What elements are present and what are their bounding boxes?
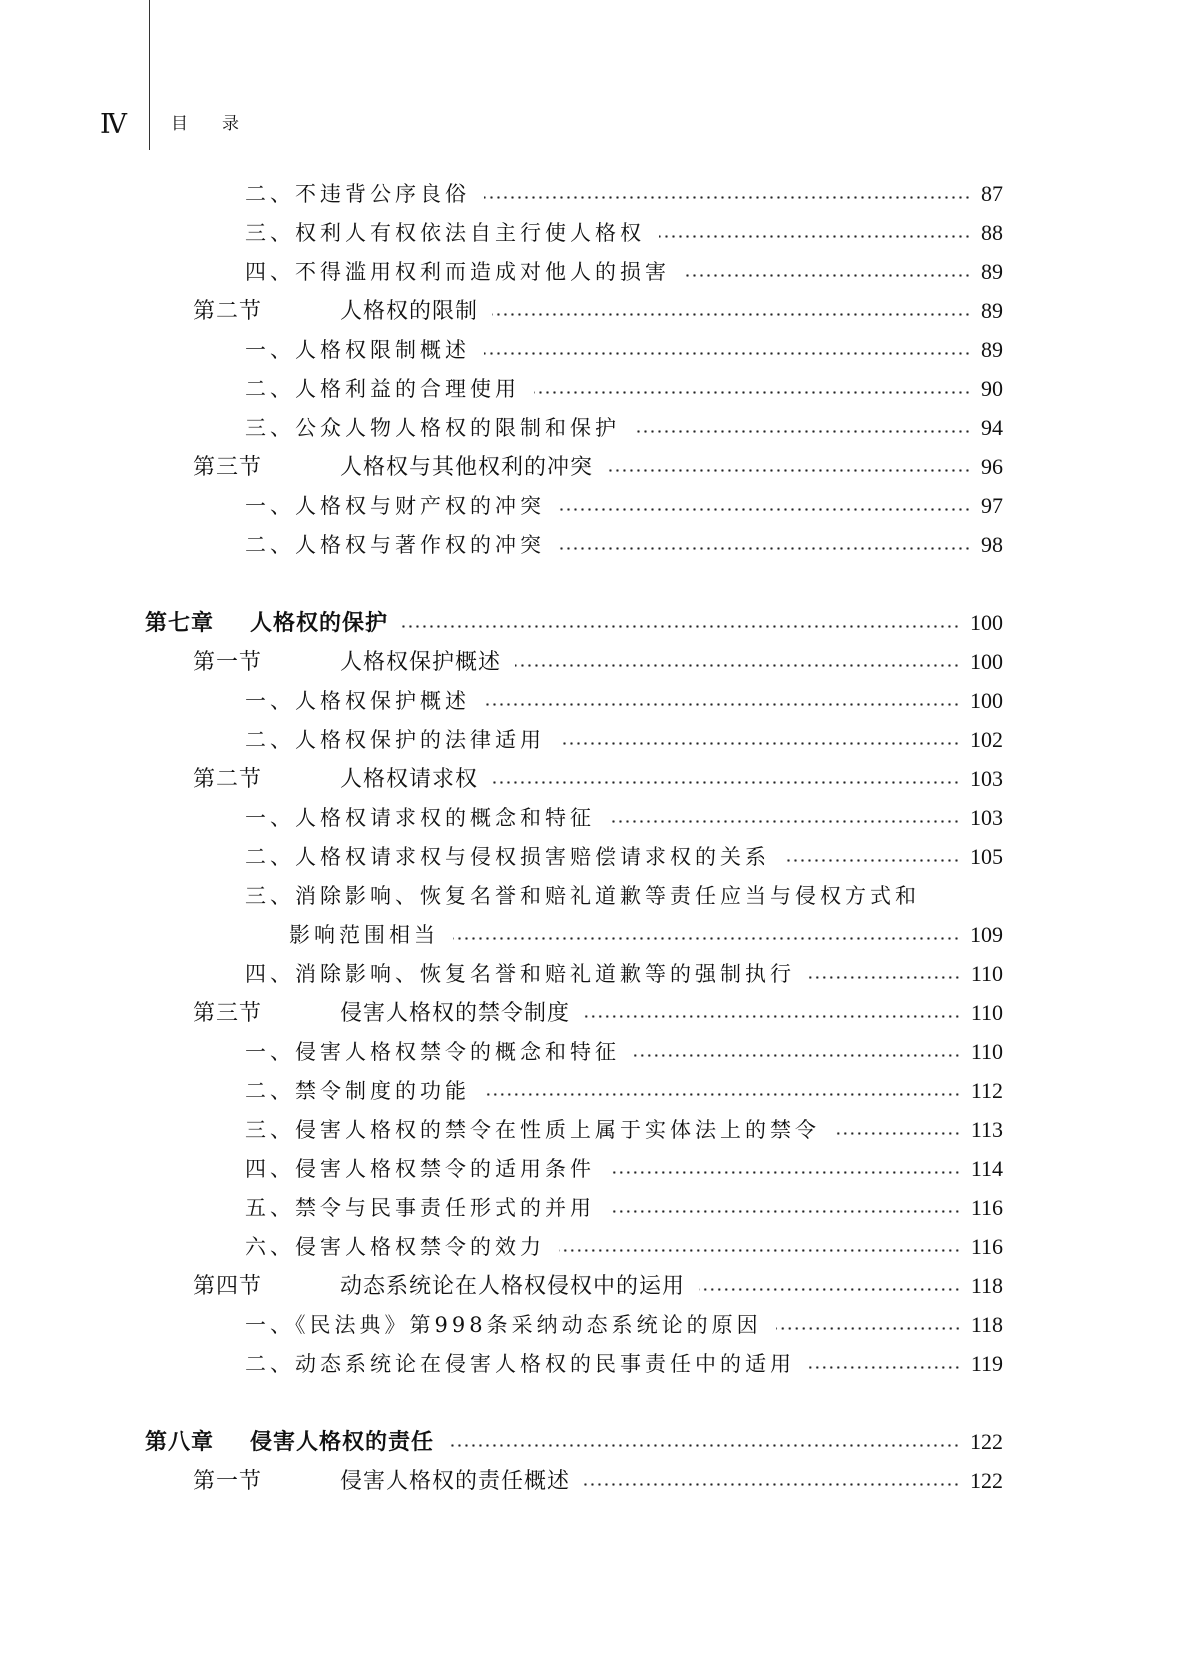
toc-entry[interactable] <box>245 1229 1003 1265</box>
running-title: 目录 <box>171 114 273 134</box>
toc-entry-title: 一、《民法典》第998条采纳动态系统论的原因 <box>245 1313 762 1337</box>
toc-entry-page: 114 <box>970 1156 1003 1181</box>
toc-entry[interactable] <box>245 1190 1003 1226</box>
toc-entry-title: 动态系统论在人格权侵权中的运用 <box>340 1274 686 1299</box>
leader-dots <box>484 352 971 355</box>
toc-entry[interactable] <box>245 254 1003 290</box>
leader-dots <box>809 1366 961 1369</box>
toc-entry-page: 97 <box>981 493 1003 518</box>
toc-entry-title: 一、人格权请求权的概念和特征 <box>245 806 595 830</box>
page-number: Ⅳ <box>100 109 126 139</box>
leader-dots <box>559 547 971 550</box>
toc-entry-title: 人格权与其他权利的冲突 <box>340 455 594 480</box>
toc-entry-page: 110 <box>970 1000 1003 1025</box>
toc-chapter-label: 第七章 <box>145 610 215 636</box>
leader-dots <box>609 820 960 823</box>
toc-entry-title: 人格权保护概述 <box>340 650 502 675</box>
leader-dots <box>584 1483 960 1486</box>
toc-entry-title: 二、不违背公序良俗 <box>245 182 470 206</box>
toc-entry-page: 89 <box>981 259 1003 284</box>
toc-entry-page: 113 <box>970 1117 1003 1142</box>
toc-entry-title: 三、公众人物人格权的限制和保护 <box>245 416 620 440</box>
toc-section-label: 第二节 <box>193 299 263 324</box>
toc-entry-page: 98 <box>981 532 1003 557</box>
toc-entry[interactable] <box>245 488 1003 524</box>
toc-entry-page: 122 <box>970 1429 1003 1454</box>
toc-entry[interactable] <box>245 1034 1003 1070</box>
leader-dots <box>834 1132 961 1135</box>
toc-entry-page: 94 <box>981 415 1003 440</box>
toc-entry-page: 96 <box>981 454 1003 479</box>
toc-entry-page: 90 <box>981 376 1003 401</box>
toc-entry[interactable] <box>245 1346 1003 1382</box>
leader-dots <box>609 1171 961 1174</box>
toc-section-entry[interactable] <box>193 1463 1003 1499</box>
header-rule <box>149 0 150 150</box>
toc-chapter-entry[interactable] <box>145 605 1003 641</box>
toc-entry[interactable] <box>245 800 1003 836</box>
leader-dots <box>776 1327 961 1330</box>
toc-entry-title: 人格权的限制 <box>340 299 479 324</box>
toc-entry-page: 102 <box>970 727 1003 752</box>
leader-dots <box>607 469 971 472</box>
toc-entry-page: 112 <box>970 1078 1003 1103</box>
toc-entry-page: 100 <box>970 649 1003 674</box>
toc-entry-title: 人格权请求权 <box>340 767 479 792</box>
toc-entry-page: 122 <box>970 1468 1003 1493</box>
toc-chapter-entry[interactable] <box>145 1424 1003 1460</box>
toc-entry[interactable] <box>245 332 1003 368</box>
toc-chapter-label: 第八章 <box>145 1429 215 1455</box>
toc-entry-title: 影响范围相当 <box>289 923 439 947</box>
leader-dots <box>448 1444 960 1447</box>
toc-entry-title: 一、人格权限制概述 <box>245 338 470 362</box>
toc-entry[interactable] <box>245 527 1003 563</box>
leader-dots <box>809 976 961 979</box>
toc-section-entry[interactable] <box>193 293 1003 329</box>
toc-entry-title: 四、不得滥用权利而造成对他人的损害 <box>245 260 670 284</box>
leader-dots <box>559 1249 961 1252</box>
toc-entry[interactable] <box>245 215 1003 251</box>
toc-section-entry[interactable] <box>193 761 1003 797</box>
leader-dots <box>492 781 960 784</box>
toc-entry[interactable] <box>245 1112 1003 1148</box>
toc-entry-title: 六、侵害人格权禁令的效力 <box>245 1235 545 1259</box>
leader-dots <box>453 937 960 940</box>
toc-entry[interactable] <box>245 410 1003 446</box>
toc-entry-title: 三、侵害人格权的禁令在性质上属于实体法上的禁令 <box>245 1118 820 1142</box>
toc-entry[interactable] <box>245 839 1003 875</box>
toc-entry-page: 100 <box>970 688 1003 713</box>
leader-dots <box>484 196 971 199</box>
leader-dots <box>659 235 971 238</box>
toc-entry[interactable] <box>245 878 1003 914</box>
toc-entry-title: 人格权的保护 <box>250 610 389 636</box>
toc-entry-page: 87 <box>981 181 1003 206</box>
leader-dots <box>584 1015 961 1018</box>
toc-entry-title: 二、禁令制度的功能 <box>245 1079 470 1103</box>
toc-section-entry[interactable] <box>193 449 1003 485</box>
leader-dots <box>634 1054 961 1057</box>
toc-section-entry[interactable] <box>193 644 1003 680</box>
toc-entry[interactable] <box>245 1073 1003 1109</box>
toc-entry-page: 119 <box>970 1351 1003 1376</box>
toc-entry-page: 110 <box>970 1039 1003 1064</box>
leader-dots <box>699 1288 961 1291</box>
leader-dots <box>484 1093 961 1096</box>
toc-entry[interactable] <box>245 722 1003 758</box>
toc-entry-page: 109 <box>970 922 1003 947</box>
toc-entry-title: 一、人格权保护概述 <box>245 689 470 713</box>
leader-dots <box>559 742 960 745</box>
toc-entry-page: 116 <box>970 1234 1003 1259</box>
toc-entry[interactable] <box>245 1151 1003 1187</box>
toc-section-label: 第三节 <box>193 1001 263 1026</box>
leader-dots <box>534 391 971 394</box>
toc-section-label: 第一节 <box>193 1469 263 1494</box>
toc-entry-title: 三、权利人有权依法自主行使人格权 <box>245 221 645 245</box>
toc-entry-title: 二、动态系统论在侵害人格权的民事责任中的适用 <box>245 1352 795 1376</box>
toc-entry-page: 88 <box>981 220 1003 245</box>
leader-dots <box>484 703 960 706</box>
toc-section-entry[interactable] <box>193 1268 1003 1304</box>
toc-entry-title: 一、侵害人格权禁令的概念和特征 <box>245 1040 620 1064</box>
toc-entry-title: 二、人格权与著作权的冲突 <box>245 533 545 557</box>
toc-entry[interactable] <box>245 956 1003 992</box>
toc-entry-title: 三、消除影响、恢复名誉和赔礼道歉等责任应当与侵权方式和 <box>245 884 920 908</box>
toc-entry-title: 五、禁令与民事责任形式的并用 <box>245 1196 595 1220</box>
toc-entry-page: 118 <box>970 1312 1003 1337</box>
toc-entry-title: 二、人格权保护的法律适用 <box>245 728 545 752</box>
toc-entry-title: 四、消除影响、恢复名誉和赔礼道歉等的强制执行 <box>245 962 795 986</box>
leader-dots <box>684 274 971 277</box>
toc-section-label: 第四节 <box>193 1274 263 1299</box>
toc-entry-title: 一、人格权与财产权的冲突 <box>245 494 545 518</box>
toc-entry-continuation[interactable] <box>289 917 1003 953</box>
leader-dots <box>634 430 971 433</box>
toc-entry-title: 四、侵害人格权禁令的适用条件 <box>245 1157 595 1181</box>
leader-dots <box>559 508 971 511</box>
toc-entry[interactable] <box>245 1307 1003 1343</box>
toc-entry-page: 89 <box>981 337 1003 362</box>
toc-section-entry[interactable] <box>193 995 1003 1031</box>
leader-dots <box>402 625 960 628</box>
toc-entry-title: 二、人格权请求权与侵权损害赔偿请求权的关系 <box>245 845 770 869</box>
toc-section-label: 第三节 <box>193 455 263 480</box>
toc-entry-page: 89 <box>981 298 1003 323</box>
leader-dots <box>784 859 960 862</box>
toc-entry-page: 100 <box>970 610 1003 635</box>
toc-entry-title: 侵害人格权的责任 <box>250 1429 435 1455</box>
toc-entry-title: 侵害人格权的责任概述 <box>340 1469 571 1494</box>
toc-entry[interactable] <box>245 371 1003 407</box>
toc-entry[interactable] <box>245 683 1003 719</box>
toc-entry-page: 105 <box>970 844 1003 869</box>
leader-dots <box>492 313 971 316</box>
toc-entry-title: 二、人格利益的合理使用 <box>245 377 520 401</box>
toc-entry-title: 侵害人格权的禁令制度 <box>340 1001 571 1026</box>
toc-entry-page: 103 <box>970 766 1003 791</box>
leader-dots <box>609 1210 961 1213</box>
toc-entry[interactable] <box>245 176 1003 212</box>
toc-entry-page: 110 <box>970 961 1003 986</box>
toc-section-label: 第一节 <box>193 650 263 675</box>
toc-section-label: 第二节 <box>193 767 263 792</box>
toc-entry-page: 118 <box>970 1273 1003 1298</box>
toc-entry-page: 103 <box>970 805 1003 830</box>
toc-entry-page: 116 <box>970 1195 1003 1220</box>
leader-dots <box>515 664 960 667</box>
